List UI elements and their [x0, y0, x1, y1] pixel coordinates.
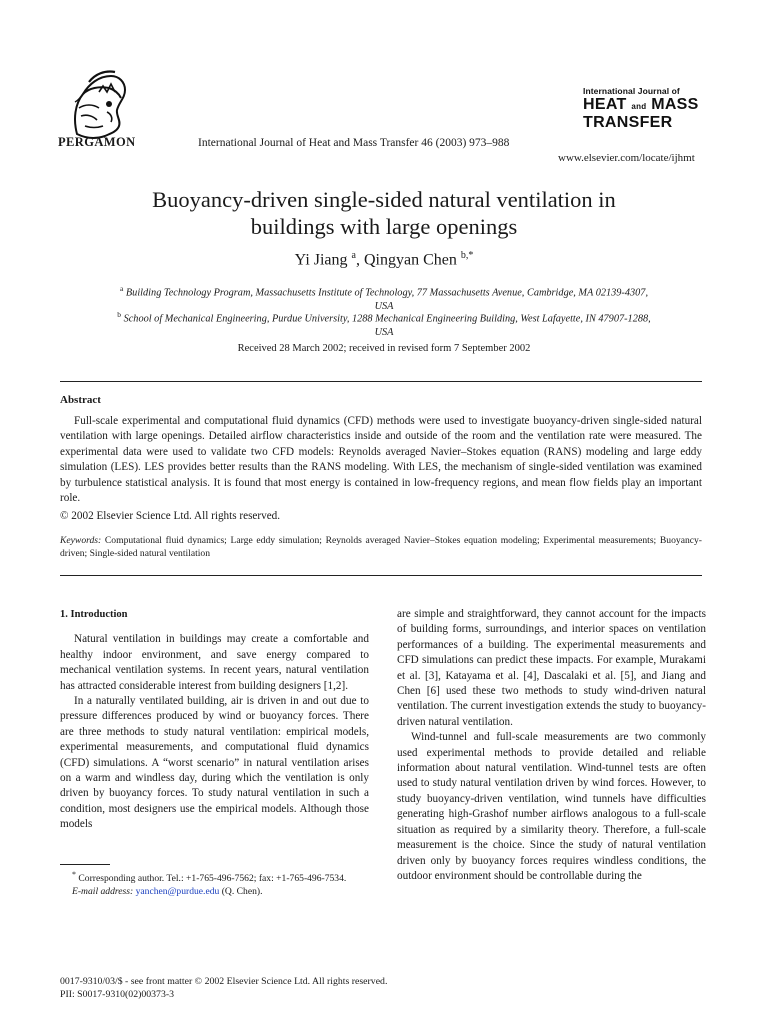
journal-logo-line3: TRANSFER [583, 114, 673, 131]
abstract-body: Full-scale experimental and computational fluid dynamics (CFD) methods were used to investigate buoyancy-driven single-sided natural ventilation with large openings. Detailed airflow characteristics inside and outside of the room and the ventilation rate were measured. The experimental data were used to validate two CFD models: Reynolds averaged Navier–Stokes equation (RANS) modeling and large eddy simulation (LES). LES provides better results than the RANS modeling. With LES, the mechanism of single-sided ventilation was examined by turbulence statistical analysis. It is found that most energy is contained in low-frequency regions, and mean flow fields play an important role. [60, 415, 702, 505]
divider [60, 575, 702, 576]
author-name: Qingyan Chen [363, 251, 457, 269]
divider [60, 381, 702, 382]
author-affil-mark: a [351, 250, 356, 261]
body-column-right [397, 607, 706, 884]
front-matter [60, 975, 387, 1001]
affil-text: Building Technology Program, Massachusetts Institute of Technology, 77 Massachusetts Avenue, Cambridge, MA 02139-4307, USA [125, 287, 649, 313]
abstract-copyright: © 2002 Elsevier Science Ltd. All rights reserved. [60, 510, 281, 522]
email-suffix: (Q. Chen). [221, 886, 263, 898]
article-title [60, 186, 708, 240]
publisher-name: PERGAMON [58, 135, 136, 149]
corresponding-author: Corresponding author. Tel.: +1-765-496-7562; fax: +1-765-496-7534. [78, 873, 347, 885]
journal-logo [583, 86, 699, 131]
body-column-left [60, 607, 369, 833]
title-line-1: Buoyancy-driven single-sided natural ventilation in [152, 187, 616, 212]
footnote [60, 868, 369, 898]
received-dates: Received 28 March 2002; received in revised form 7 September 2002 [237, 343, 531, 354]
affil-text: School of Mechanical Engineering, Purdue University, 1288 Mechanical Engineering Building, West Lafayette, IN 47907-1288, USA [123, 313, 651, 339]
front-matter-line: 0017-9310/03/$ - see front matter © 2002 Elsevier Science Ltd. All rights reserved. [60, 976, 388, 987]
author-list: Yi Jiang $^a$, Qingyan Chen $^{b,*}$ [294, 250, 474, 269]
journal-logo-line2 [583, 96, 699, 115]
author-affil-mark: b,* [460, 250, 474, 261]
affiliation-b [110, 308, 658, 340]
keywords-text: Computational fluid dynamics; Large eddy simulation; Reynolds averaged Navier–Stokes equation modeling; Experimental measurements; Buoyancy-driven; Single-sided natural ventilation [60, 535, 702, 559]
footnote-mark: * [72, 870, 76, 879]
affil-mark: b [117, 310, 121, 319]
paragraph: In a naturally ventilated building, air is driven in and out due to pressure differences produced by wind or buoyancy forces. There are three methods to study natural ventilation: empirical models, experimental measurements, and computational fluid dynamics (CFD) simulations. A “worst scenario” in natural ventilation arises on a warm and windless day, during which the ventilation is only driven by buoyancy forces. To study natural ventilation in such a condition, most designers use the empirical models. Although those models [60, 695, 369, 831]
keywords [60, 534, 702, 560]
abstract-heading: Abstract [60, 394, 101, 406]
paragraph: Wind-tunnel and full-scale measurements are two commonly used experimental methods to provide detailed and reliable information about natural ventilation. Wind-tunnel tests are often used to study natural ventilation driven by wind forces. However, to study buoyancy-driven ventilation, wind tunnels have difficulties generating high-Grashof number airflows analogous to a full-scale situation as required by a similarity theory. Therefore, a full-scale measurement is the choice. Since the study of natural ventilation driven only by buoyancy forces requires windless conditions, the outdoor environment should be controllable during the [397, 731, 706, 882]
email-label: E-mail address: [72, 886, 134, 898]
logo-heat: HEAT [583, 96, 627, 113]
author-name: Yi Jiang [294, 251, 348, 269]
journal-citation: International Journal of Heat and Mass Transfer 46 (2003) 973–988 [198, 137, 510, 149]
logo-and: and [631, 102, 647, 111]
footnote-rule [60, 864, 110, 865]
logo-mass: MASS [651, 96, 699, 113]
journal-url[interactable]: www.elsevier.com/locate/ijhmt [558, 152, 695, 164]
paragraph: Natural ventilation in buildings may create a comfortable and healthy indoor environment, and save energy compared to mechanical ventilation systems. In recent years, natural ventilation has attracted considerable interest from building designers [1,2]. [60, 633, 369, 692]
title-line-2: buildings with large openings [250, 214, 518, 239]
section-heading: 1. Introduction [60, 609, 128, 620]
email-link[interactable]: yanchen@purdue.edu [135, 886, 220, 898]
pii-line: PII: S0017-9310(02)00373-3 [60, 989, 175, 1000]
paragraph-continued: are simple and straightforward, they cannot account for the impacts of building forms, surroundings, and interior spaces on ventilation performances of a building. The experimental measurements and CFD simulations can predict these impacts. For example, Murakami et al. [3], Katayama et al. [4], Dascalaki et al. [5], and Jiang and Chen [6] used these two methods to study wind-driven natural ventilation. The current investigation extends the study to buoyancy-driven natural ventilation. [397, 608, 706, 728]
journal-logo-line1: International Journal of [583, 86, 680, 96]
affil-mark: a [119, 284, 124, 293]
keywords-label: Keywords: [60, 535, 102, 546]
